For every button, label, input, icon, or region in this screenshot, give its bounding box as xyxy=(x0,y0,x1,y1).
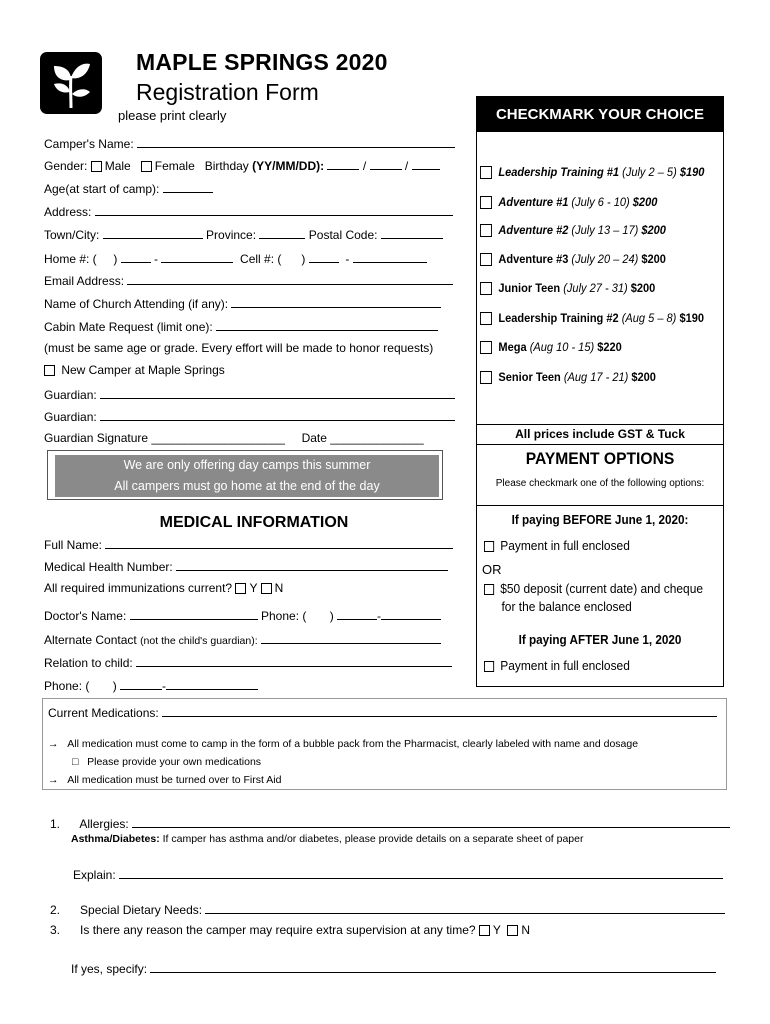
explain-row: Explain: xyxy=(73,866,723,882)
camp-checkbox[interactable] xyxy=(480,224,492,237)
camp-checkbox[interactable] xyxy=(480,341,492,354)
specify-field[interactable] xyxy=(150,960,716,973)
birthday-year-field[interactable] xyxy=(327,157,359,170)
medication-note-3: → All medication must be turned over to First Aid xyxy=(48,774,282,786)
cell-phone-field[interactable] xyxy=(353,250,427,263)
immunizations-row: All required immunizations current? Y N xyxy=(44,581,284,595)
immunizations-yes-checkbox[interactable] xyxy=(235,583,246,594)
birthday-day-field[interactable] xyxy=(412,157,440,170)
camp-option[interactable]: Adventure #1 (July 6 - 10) $200 xyxy=(480,195,657,209)
age-field[interactable] xyxy=(163,180,213,193)
guardian-1-field[interactable] xyxy=(100,386,455,399)
cell-phone-prefix-field[interactable] xyxy=(309,250,339,263)
print-instruction: please print clearly xyxy=(118,108,227,123)
female-checkbox[interactable] xyxy=(141,161,152,172)
immunizations-no-checkbox[interactable] xyxy=(261,583,272,594)
address-row: Address: xyxy=(44,203,453,219)
payment-before-divider xyxy=(477,505,723,506)
allergies-row: 1. Allergies: xyxy=(50,815,730,831)
town-field[interactable] xyxy=(103,226,203,239)
birthday-month-field[interactable] xyxy=(370,157,402,170)
camp-logo xyxy=(40,52,102,114)
medications-field[interactable] xyxy=(162,704,717,717)
pay-full-after-checkbox[interactable] xyxy=(484,661,494,672)
payment-or: OR xyxy=(482,562,502,577)
guardian-row-2: Guardian: xyxy=(44,408,455,424)
medical-section-title: MEDICAL INFORMATION xyxy=(159,514,349,531)
payment-divider xyxy=(477,444,723,445)
new-camper-checkbox[interactable] xyxy=(44,365,55,376)
camp-checkbox[interactable] xyxy=(480,371,492,384)
medical-phone-field[interactable] xyxy=(166,677,258,690)
medical-full-name-field[interactable] xyxy=(105,536,453,549)
medical-phone-row: Phone: ( ) - xyxy=(44,677,258,693)
explain-field[interactable] xyxy=(119,866,723,879)
prices-note: All prices include GST & Tuck xyxy=(477,424,723,441)
postal-code-field[interactable] xyxy=(381,226,443,239)
cabin-note: (must be same age or grade. Every effort will be made to honor requests) xyxy=(44,341,434,355)
camp-checkbox[interactable] xyxy=(480,282,492,295)
pay-full-before-option[interactable]: Payment in full enclosed xyxy=(484,538,630,553)
church-field[interactable] xyxy=(231,295,441,308)
medication-note-1: → All medication must come to camp in the form of a bubble pack from the Pharmacist, clearly labeled with name and dosage xyxy=(48,738,639,750)
camp-checkbox[interactable] xyxy=(480,196,492,209)
medication-note-2: □ Please provide your own medications xyxy=(72,756,262,768)
deposit-option[interactable]: $50 deposit (current date) and cheque for the balance enclosed xyxy=(484,580,703,616)
payment-instruction: Please checkmark one of the following options: xyxy=(495,478,705,489)
cabin-mate-row: Cabin Mate Request (limit one): xyxy=(44,318,438,334)
guardian-2-field[interactable] xyxy=(100,408,455,421)
doctor-row: Doctor's Name: Phone: ( ) - xyxy=(44,607,441,623)
campers-name-field[interactable] xyxy=(137,135,455,148)
doctor-phone-field[interactable] xyxy=(381,607,441,620)
payment-options-title: PAYMENT OPTIONS xyxy=(525,449,675,468)
day-camp-line-1: We are only offering day camps this summer xyxy=(123,458,371,472)
pay-full-after-option[interactable]: Payment in full enclosed xyxy=(484,658,630,673)
phone-row: Home #: ( ) - Cell #: ( ) - xyxy=(44,250,427,266)
address-field[interactable] xyxy=(95,203,453,216)
camp-option[interactable]: Leadership Training #1 (July 2 – 5) $190 xyxy=(480,165,704,179)
bullet-box-icon: □ xyxy=(72,756,79,768)
camp-checkbox[interactable] xyxy=(480,253,492,266)
asthma-note: Asthma/Diabetes: If camper has asthma and/or diabetes, please provide details on a separate sheet of paper xyxy=(71,833,584,845)
specify-row: If yes, specify: xyxy=(71,960,716,976)
camp-option[interactable]: Adventure #2 (July 13 – 17) $200 xyxy=(480,223,666,237)
camp-option[interactable]: Leadership Training #2 (Aug 5 – 8) $190 xyxy=(480,311,704,325)
deposit-checkbox[interactable] xyxy=(484,584,494,595)
dietary-row: 2. Special Dietary Needs: xyxy=(50,901,725,917)
supervision-yes-checkbox[interactable] xyxy=(479,925,490,936)
alternate-contact-row: Alternate Contact (not the child's guardian): xyxy=(44,631,441,647)
page-subtitle: Registration Form xyxy=(136,79,319,105)
day-camp-line-2: All campers must go home at the end of the day xyxy=(114,479,380,493)
cabin-mate-field[interactable] xyxy=(216,318,438,331)
camp-checkbox[interactable] xyxy=(480,166,492,179)
pay-before-title: If paying BEFORE June 1, 2020: xyxy=(511,512,689,527)
home-phone-field[interactable] xyxy=(161,250,233,263)
health-number-field[interactable] xyxy=(176,558,448,571)
supervision-row: 3. Is there any reason the camper may require extra supervision at any time? Y N xyxy=(50,923,531,937)
medical-phone-prefix-field[interactable] xyxy=(120,677,162,690)
alternate-contact-field[interactable] xyxy=(261,631,441,644)
medications-row: Current Medications: xyxy=(48,704,717,720)
relation-row: Relation to child: xyxy=(44,654,452,670)
guardian-row-1: Guardian: xyxy=(44,386,455,402)
dietary-needs-field[interactable] xyxy=(205,901,725,914)
pay-full-before-checkbox[interactable] xyxy=(484,541,494,552)
male-checkbox[interactable] xyxy=(91,161,102,172)
camp-option[interactable]: Adventure #3 (July 20 – 24) $200 xyxy=(480,252,666,266)
email-field[interactable] xyxy=(127,272,453,285)
arrow-right-icon: → xyxy=(48,774,59,786)
health-number-row: Medical Health Number: xyxy=(44,558,448,574)
campers-name-row: Camper's Name: xyxy=(44,135,455,151)
camp-option[interactable]: Junior Teen (July 27 - 31) $200 xyxy=(480,281,655,295)
page-title: MAPLE SPRINGS 2020 xyxy=(136,49,388,75)
home-phone-prefix-field[interactable] xyxy=(121,250,151,263)
plant-sprout-icon xyxy=(40,52,102,114)
camp-checkbox[interactable] xyxy=(480,312,492,325)
pay-after-title: If paying AFTER June 1, 2020 xyxy=(518,632,682,647)
new-camper-row: New Camper at Maple Springs xyxy=(44,363,225,377)
doctor-name-field[interactable] xyxy=(130,607,258,620)
choices-header: CHECKMARK YOUR CHOICE xyxy=(477,97,723,132)
town-row: Town/City: Province: Postal Code: xyxy=(44,226,443,242)
arrow-right-icon: → xyxy=(48,738,59,750)
doctor-phone-prefix-field[interactable] xyxy=(337,607,377,620)
age-row: Age(at start of camp): xyxy=(44,180,213,196)
camp-option[interactable]: Mega (Aug 10 - 15) $220 xyxy=(480,340,622,354)
supervision-no-checkbox[interactable] xyxy=(507,925,518,936)
relation-field[interactable] xyxy=(136,654,452,667)
camp-option[interactable]: Senior Teen (Aug 17 - 21) $200 xyxy=(480,370,656,384)
signature-row: Guardian Signature ____________________ Date ______________ xyxy=(44,431,424,445)
gender-row: Gender: Male Female Birthday (YY/MM/DD): / / xyxy=(44,157,440,173)
email-row: Email Address: xyxy=(44,272,453,288)
province-field[interactable] xyxy=(259,226,305,239)
allergies-field[interactable] xyxy=(132,815,730,828)
medical-full-name-row: Full Name: xyxy=(44,536,453,552)
church-row: Name of Church Attending (if any): xyxy=(44,295,441,311)
